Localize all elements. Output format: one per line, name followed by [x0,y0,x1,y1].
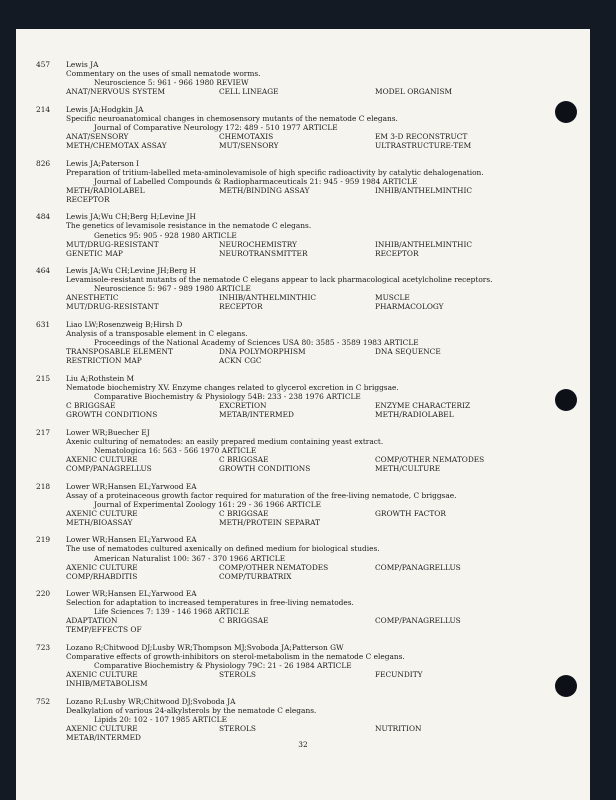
keyword [219,625,375,634]
entry-authors: Lewis JA;Wu CH;Berg H;Levine JH [66,212,196,222]
keyword: AXENIC CULTURE [66,454,138,464]
bibliography-list [36,60,556,751]
bibliography-entry [36,643,556,688]
entry-authors: Lozano R;Chitwood DJ;Lusby WR;Thompson MJ;Svoboda JA;Patterson GW [66,643,344,653]
keyword-row [66,347,556,356]
entry-number: 217 [36,427,51,437]
entry-authors: Lower WR;Hansen EL;Yarwood EA [66,535,197,545]
keyword: FECUNDITY [375,670,423,680]
entry-number: 752 [36,696,51,706]
keyword-row [66,518,556,527]
keyword-row [66,724,556,733]
entry-number: 218 [36,481,51,491]
entry-number: 457 [36,60,51,69]
keyword: MUT/SENSORY [219,140,279,150]
keyword-row [66,464,556,473]
bibliography-entry [36,482,556,527]
keyword-row [66,509,556,518]
keyword: TRANSPOSABLE ELEMENT [66,347,173,357]
entry-number: 214 [36,104,51,114]
entry-title: Nematode biochemistry XV. Enzyme changes related to glycerol excretion in C briggsae. [66,382,399,392]
keyword: METH/RADIOLABEL [375,410,454,420]
keyword-row [66,249,556,258]
entry-authors: Lewis JA;Wu CH;Levine JH;Berg H [66,266,196,276]
bibliography-entry [36,374,556,419]
keyword-row [66,240,556,249]
bibliography-entry [36,212,556,257]
keyword: DNA POLYMORPHISM [219,347,306,357]
keyword: METH/CULTURE [375,463,441,473]
binder-hole [555,101,577,123]
keyword: GROWTH CONDITIONS [66,410,158,420]
keyword-row [66,356,556,365]
keyword-row [66,195,556,204]
entry-title: Commentary on the uses of small nematode worms. [66,69,261,79]
bibliography-entry [36,320,556,365]
keyword: INHIB/ANTHELMINTHIC [375,239,473,249]
entry-number: 631 [36,320,51,330]
keyword: ULTRASTRUCTURE-TEM [375,140,472,150]
keyword-row [66,679,556,688]
entry-authors: Lower WR;Hansen EL;Yarwood EA [66,589,197,599]
entry-number: 723 [36,643,51,653]
keyword: MODEL ORGANISM [375,87,453,97]
entry-title: Preparation of tritium-labelled meta-aminolevamisole of high specific radioactivity by catalytic dehalogenation. [66,167,484,177]
entry-authors: Liu A;Rothstein M [66,373,135,383]
keyword-row [66,410,556,419]
bibliography-entry [36,535,556,580]
entry-title: Dealkylation of various 24-alkylsterols by the nematode C elegans. [66,705,317,715]
keyword: METH/RADIOLABEL [66,185,145,195]
keyword: NEUROCHEMISTRY [219,239,297,249]
keyword: GROWTH CONDITIONS [219,463,311,473]
keyword: METH/BINDING ASSAY [219,185,310,195]
keyword: CELL LINEAGE [219,87,279,97]
binder-hole [555,675,577,697]
keyword-row [66,293,556,302]
keyword: RESTRICTION MAP [66,356,142,366]
keyword-row [66,563,556,572]
keyword: STEROLS [219,724,256,734]
keyword: COMP/PANAGRELLUS [66,463,152,473]
keyword: RECEPTOR [66,194,110,204]
keyword: METH/BIOASSAY [66,517,133,527]
entry-source: Neuroscience 5: 967 - 989 1980 ARTICLE [94,284,251,294]
keyword-row [66,625,556,634]
keyword: AXENIC CULTURE [66,508,138,518]
entry-source: Journal of Comparative Neurology 172: 489 - 510 1977 ARTICLE [94,122,338,132]
keyword: TEMP/EFFECTS OF [66,625,142,635]
keyword-row [66,401,556,410]
keyword: METAB/INTERMED [66,733,141,743]
keyword: STEROLS [219,670,256,680]
bibliography-entry [36,159,556,204]
keyword-row [66,670,556,679]
keyword: COMP/OTHER NEMATODES [219,562,329,572]
entry-authors: Lewis JA;Paterson I [66,158,140,168]
keyword-row [66,141,556,150]
bibliography-entry [36,105,556,150]
entry-number: 220 [36,589,51,599]
entry-source: American Naturalist 100: 367 - 370 1966 ARTICLE [94,553,286,563]
keyword: NEUROTRANSMITTER [219,248,308,258]
entry-authors: Lower WR;Hansen EL;Yarwood EA [66,481,197,491]
keyword: RECEPTOR [219,302,263,312]
keyword: ENZYME CHARACTERIZ [375,401,471,411]
keyword: PHARMACOLOGY [375,302,444,312]
entry-title: Specific neuroanatomical changes in chemosensory mutants of the nematode C elegans. [66,113,398,123]
keyword-row [66,87,556,96]
keyword: COMP/TURBATRIX [219,571,292,581]
keyword: COMP/RHABDITIS [66,571,138,581]
entry-title: Analysis of a transposable element in C elegans. [66,329,248,339]
entry-number: 219 [36,535,51,545]
keyword: MUT/DRUG-RESISTANT [66,239,159,249]
keyword-row [66,186,556,195]
keyword: METAB/INTERMED [219,410,294,420]
keyword: CHEMOTAXIS [219,131,274,141]
entry-source: Life Sciences 7: 139 - 146 1968 ARTICLE [94,607,250,617]
entry-title: Assay of a proteinaceous growth factor required for maturation of the free-living nematode, C briggsae. [66,490,457,500]
entry-source: Journal of Experimental Zoology 161: 29 - 36 1966 ARTICLE [94,499,322,509]
bibliography-entry [36,60,556,96]
keyword: INHIB/METABOLISM [66,679,148,689]
keyword: C BRIGGSAE [219,616,269,626]
entry-number: 826 [36,158,51,168]
keyword: MUSCLE [375,293,410,303]
entry-title: The genetics of levamisole resistance in the nematode C elegans. [66,221,312,231]
keyword-row [66,572,556,581]
keyword: C BRIGGSAE [219,508,269,518]
keyword: COMP/PANAGRELLUS [375,616,461,626]
keyword: ACKN CGC [219,356,262,366]
entry-source: Neuroscience 5: 961 - 966 1980 REVIEW [94,78,249,88]
keyword: METH/CHEMOTAX ASSAY [66,140,167,150]
entry-authors: Lewis JA [66,60,99,69]
keyword: COMP/PANAGRELLUS [375,562,461,572]
keyword: GENETIC MAP [66,248,123,258]
entry-authors: Liao LW;Rosenzweig B;Hirsh D [66,320,183,330]
keyword: INHIB/ANTHELMINTHIC [375,185,473,195]
entry-title: Levamisole-resistant mutants of the nematode C elegans appear to lack pharmacological acetylcholine receptors. [66,275,493,285]
keyword-row [66,455,556,464]
keyword [219,679,375,688]
keyword: AXENIC CULTURE [66,562,138,572]
entry-number: 215 [36,373,51,383]
keyword: AXENIC CULTURE [66,670,138,680]
entry-number: 464 [36,266,51,276]
keyword-row [66,132,556,141]
entry-authors: Lozano R;Lusby WR;Chitwood DJ;Svoboda JA [66,696,236,706]
keyword: COMP/OTHER NEMATODES [375,454,485,464]
keyword: NUTRITION [375,724,422,734]
keyword-row [66,616,556,625]
entry-source: Genetics 95: 905 - 928 1980 ARTICLE [94,230,237,240]
keyword: RECEPTOR [375,248,419,258]
keyword [219,195,375,204]
keyword: ANAT/SENSORY [66,131,129,141]
bibliography-entry [36,697,556,742]
entry-source: Comparative Biochemistry & Physiology 54B: 233 - 238 1976 ARTICLE [94,392,361,402]
entry-title: The use of nematodes cultured axenically on defined medium for biological studies. [66,544,380,554]
entry-source: Journal of Labelled Compounds & Radiopharmaceuticals 21: 945 - 959 1984 ARTICLE [94,176,418,186]
keyword: ADAPTATION [66,616,118,626]
keyword-row [66,302,556,311]
keyword: AXENIC CULTURE [66,724,138,734]
keyword: MUT/DRUG-RESISTANT [66,302,159,312]
keyword: INHIB/ANTHELMINTHIC [219,293,317,303]
document-page [16,29,590,800]
entry-source: Lipids 20: 102 - 107 1985 ARTICLE [94,714,227,724]
bibliography-entry [36,428,556,473]
page-number: 32 [298,740,308,749]
entry-title: Comparative effects of growth-inhibitors on sterol-metabolism in the nematode C elegans. [66,652,405,662]
entry-number: 484 [36,212,51,222]
entry-source: Nematologica 16: 563 - 566 1970 ARTICLE [94,445,257,455]
bibliography-entry [36,266,556,311]
entry-title: Selection for adaptation to increased temperatures in free-living nematodes. [66,598,354,608]
keyword: GROWTH FACTOR [375,508,446,518]
entry-authors: Lower WR;Buecher EJ [66,427,150,437]
keyword: EM 3-D RECONSTRUCT [375,131,468,141]
entry-title: Axenic culturing of nematodes: an easily prepared medium containing yeast extract. [66,436,384,446]
keyword: C BRIGGSAE [66,401,116,411]
binder-hole [555,389,577,411]
keyword: EXCRETION [219,401,267,411]
entry-authors: Lewis JA;Hodgkin JA [66,104,144,114]
bibliography-entry [36,589,556,634]
entry-source: Comparative Biochemistry & Physiology 79C: 21 - 26 1984 ARTICLE [94,661,352,671]
entry-source: Proceedings of the National Academy of Sciences USA 80: 3585 - 3589 1983 ARTICLE [94,338,419,348]
keyword: ANESTHETIC [66,293,119,303]
keyword: ANAT/NERVOUS SYSTEM [66,87,166,97]
keyword: DNA SEQUENCE [375,347,441,357]
keyword: C BRIGGSAE [219,454,269,464]
keyword: METH/PROTEIN SEPARAT [219,517,320,527]
